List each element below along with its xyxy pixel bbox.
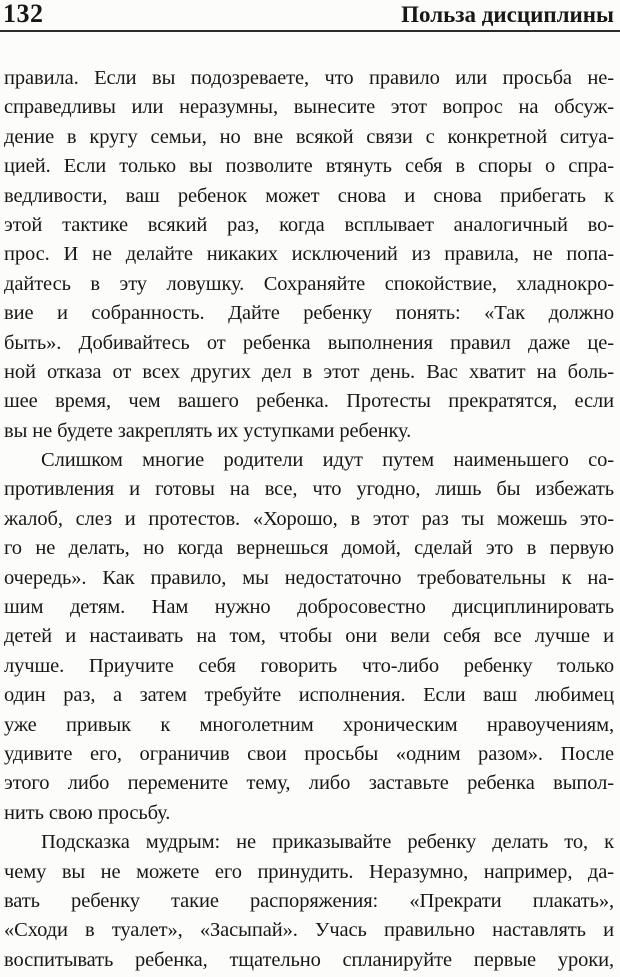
text-line: этой тактике всякий раз, когда всплывает аналогичный во- (4, 213, 614, 236)
text-line: вие и собранность. Дайте ребенку понять: «Так должно (4, 302, 614, 325)
text-line: нить свою просьбу. (4, 801, 171, 824)
text-line: справедливы или неразумны, вынесите этот вопрос на обсуж- (4, 96, 614, 119)
header-rule (0, 30, 620, 32)
page-header (0, 0, 620, 28)
text-line: шим детям. Нам нужно добросовестно дисциплинировать (4, 596, 614, 619)
text-line: шее время, чем вашего ребенка. Протесты прекратятся, если (4, 390, 614, 413)
text-line: уже привык к многолетним хроническим нравоучениям, (4, 713, 614, 736)
text-line: го не делать, но когда вернешься домой, сделай это в первую (4, 537, 614, 560)
text-line: быть». Добивайтесь от ребенка выполнения правил даже це- (4, 331, 614, 354)
text-line: Слишком многие родители идут путем наименьшего со- (41, 449, 614, 472)
text-line: удивите его, ограничив свои просьбы «одним разом». После (4, 742, 614, 765)
text-line: вать ребенку такие распоряжения: «Прекрати плакать», (4, 889, 614, 912)
text-line: прос. И не делайте никаких исключений из правила, не попа- (4, 243, 614, 266)
text-line: правила. Если вы подозреваете, что правило или просьба не- (4, 67, 614, 89)
text-line: ной отказа от всех других дел в этот день. Вас хватит на боль- (4, 360, 614, 383)
text-line: воспитывать ребенка, тщательно спланируйте первые уроки, (4, 948, 614, 971)
text-line: детей и настаивать на том, чтобы они вели себя все лучше и (4, 625, 614, 648)
text-line: лучше. Приучите себя говорить что-либо ребенку только (4, 654, 614, 677)
running-title: Польза дисциплины (401, 2, 614, 27)
text-line: «Сходи в туалет», «Засыпай». Учась правильно наставлять и (4, 919, 614, 942)
text-line: дение в кругу семьи, но вне всякой связи с конкретной ситуа- (4, 125, 614, 148)
text-line: цией. Если только вы позволите втянуть себя в споры о спра- (4, 155, 614, 178)
text-line: этого либо перемените тему, либо заставьте ребенка выпол- (4, 772, 614, 795)
page-body (0, 64, 620, 975)
text-line: Подсказка мудрым: не приказывайте ребенку делать то, к (41, 831, 614, 854)
text-line: чему вы не можете его принудить. Неразумно, например, да- (4, 860, 614, 883)
text-line: очередь». Как правило, мы недостаточно требовательны к на- (4, 566, 614, 589)
text-line: дайтесь в эту ловушку. Сохраняйте спокойствие, хладнокро- (4, 272, 614, 295)
text-line: жалоб, слез и протестов. «Хорошо, в этот раз ты можешь это- (4, 507, 614, 530)
page-number: 132 (3, 0, 44, 28)
text-line: ведливости, ваш ребенок может снова и снова прибегать к (4, 184, 614, 207)
text-line: один раз, а затем требуйте исполнения. Если ваш любимец (4, 684, 614, 707)
text-line: вы не будете закреплять их уступками ребенку. (4, 419, 412, 442)
text-line: противления и готовы на все, что угодно, лишь бы избежать (4, 478, 614, 501)
